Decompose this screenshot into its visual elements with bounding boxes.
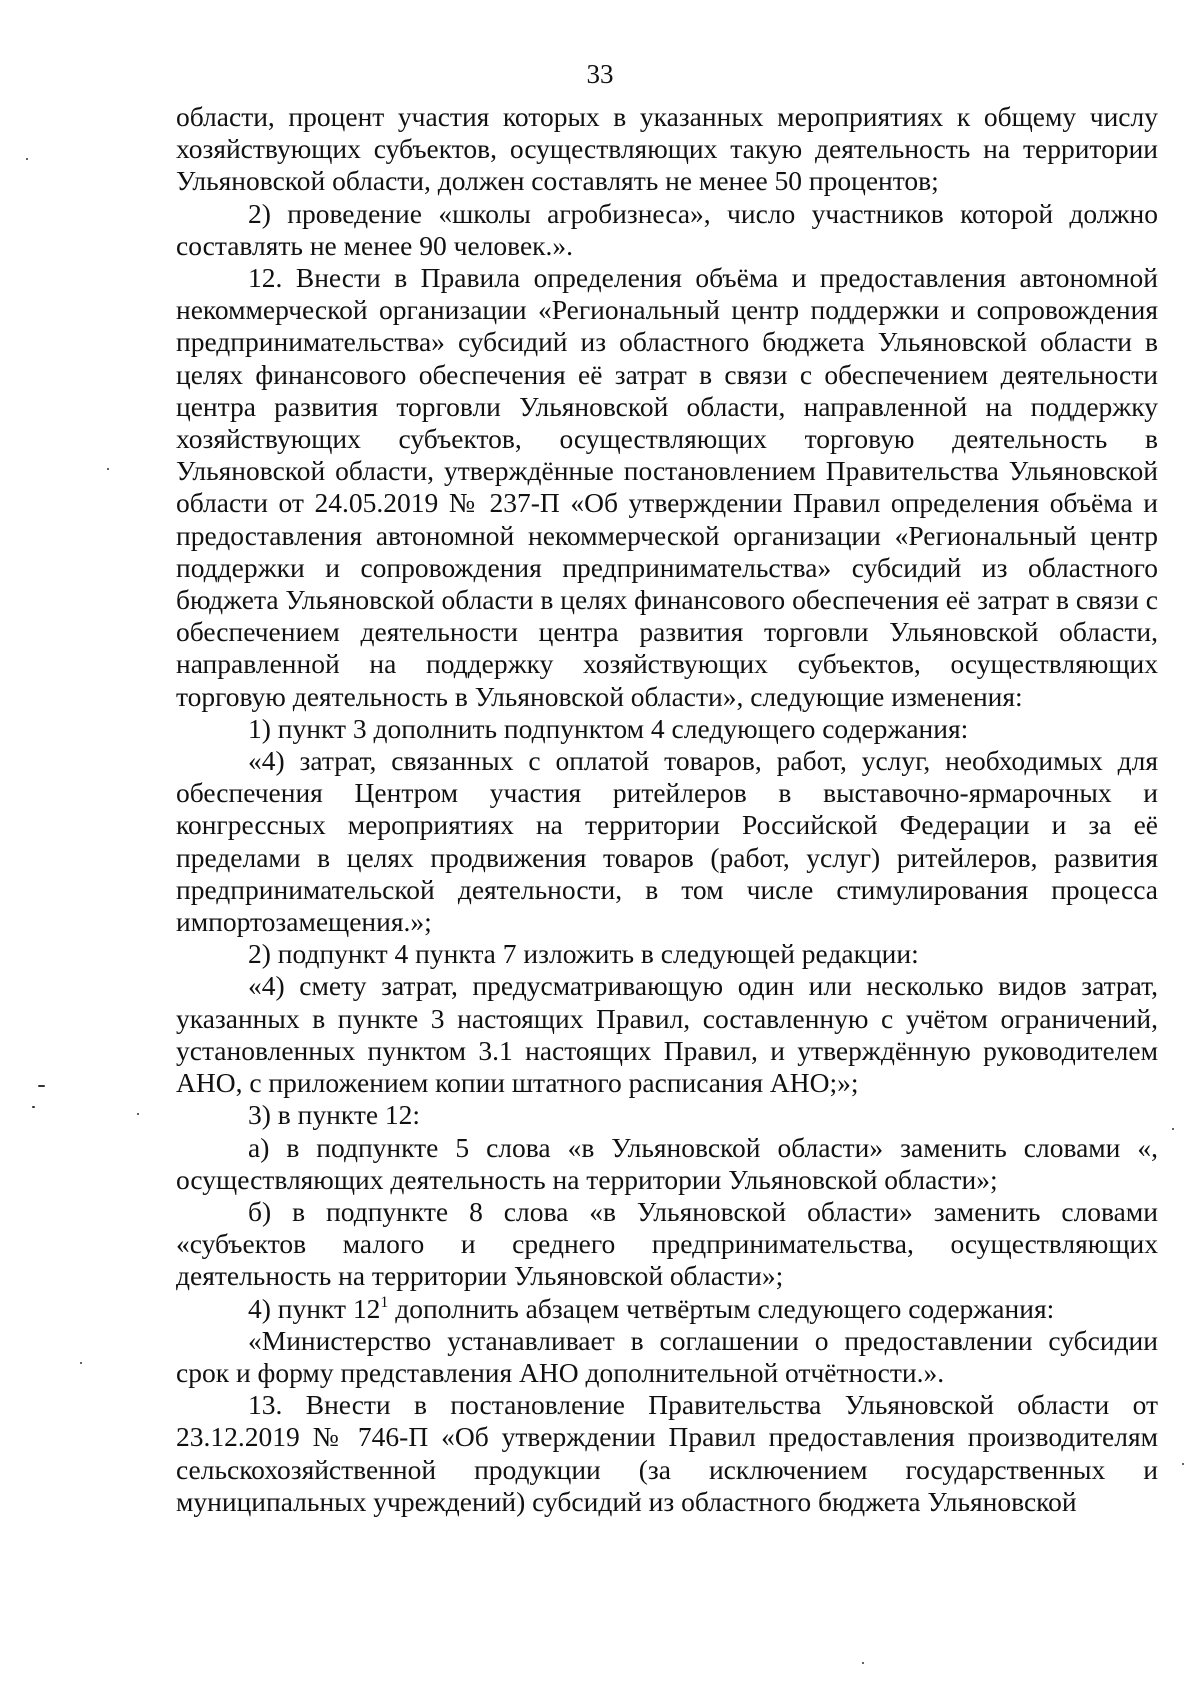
paragraph-quote-4-costs: «4) затрат, связанных с оплатой товаров, работ, услуг, необходимых для обеспечения Центром участия ритейлеров в выставочно-ярмарочных и конгрессных мероприятиях на территории Российской Федерации и за её пределами в целях продвижения товаров (работ, услуг) ритейлеров, развития предпринимательской деятельности, в том числе стимулирования процесса импортозамещения.»; xyxy=(176,745,1158,938)
document-body xyxy=(176,101,1158,1518)
paragraph-item-1: 1) пункт 3 дополнить подпунктом 4 следующего содержания: xyxy=(248,712,969,744)
scan-speck xyxy=(1182,1463,1184,1465)
paragraph-section-13: 13. Внести в постановление Правительства Ульяновской области от 23.12.2019 № 746-П «Об утверждении Правил предоставления производителям сельскохозяйственной продукции (за исключением государственных и муниципальных учреждений) субсидий из областного бюджета Ульяновской xyxy=(176,1389,1158,1517)
paragraph-item-3: 3) в пункте 12: xyxy=(248,1099,421,1131)
scan-speck xyxy=(1172,1128,1174,1130)
paragraph-item-3b: б) в подпункте 8 слова «в Ульяновской области» заменить словами «субъектов малого и среднего предпринимательства, осуществляющих деятельность на территории Ульяновской области»; xyxy=(176,1195,1158,1292)
page-number: 33 xyxy=(586,59,614,89)
paragraph-item-3a: а) в подпункте 5 слова «в Ульяновской области» заменить словами «, осуществляющих деятельность на территории Ульяновской области»; xyxy=(176,1131,1158,1195)
paragraph-quote-ministry: «Министерство устанавливает в соглашении о предоставлении субсидии срок и форму представления АНО дополнительной отчётности.». xyxy=(176,1324,1158,1388)
scan-speck xyxy=(32,1106,35,1108)
paragraph-quote-4-estimate: «4) смету затрат, предусматривающую один или несколько видов затрат, указанных в пункте 3 настоящих Правил, составленную с учётом ограничений, установленных пунктом 3.1 настоящих Правил, и утверждённую руководителем АНО, с приложением копии штатного расписания АНО;»; xyxy=(176,970,1158,1099)
paragraph-item-2-school: 2) проведение «школы агробизнеса», число участников которой должно составлять не менее 90 человек.». xyxy=(176,197,1158,261)
scan-speck xyxy=(137,1113,139,1115)
paragraph-item-2: 2) подпункт 4 пункта 7 изложить в следующей редакции: xyxy=(248,938,919,970)
scan-speck xyxy=(862,1662,864,1664)
paragraph-section-12: 12. Внести в Правила определения объёма и предоставления автономной некоммерческой организации «Региональный центр поддержки и сопровождения предпринимательства» субсидий из областного бюджета Ульяновской области в целях финансового обеспечения её затрат в связи с обеспечением деятельности центра развития торговли Ульяновской области, направленной на поддержку хозяйствующих субъектов, осуществляющих торговую деятельность в Ульяновской области, утверждённые постановлением Правительства Ульяновской области от 24.05.2019 № 237-П «Об утверждении Правил определения объёма и предоставления автономной некоммерческой организации «Региональный центр поддержки и сопровождения предпринимательства» субсидий из областного бюджета Ульяновской области в целях финансового обеспечения её затрат в связи с обеспечением деятельности центра развития торговли Ульяновской области, направленной на поддержку хозяйствующих субъектов, осуществляющих торговую деятельность в Ульяновской области», следующие изменения: xyxy=(176,262,1158,712)
paragraph-item-4 xyxy=(176,1293,1158,1325)
item-4-superscript: 1 xyxy=(380,1293,389,1311)
scan-speck xyxy=(26,158,28,160)
scan-speck xyxy=(38,1085,45,1087)
item-4-text-before: 4) пункт 12 xyxy=(248,1292,381,1324)
paragraph-continuation: области, процент участия которых в указанных мероприятиях к общему числу хозяйствующих субъектов, осуществляющих такую деятельность на территории Ульяновской области, должен составлять не менее 50 процентов; xyxy=(176,101,1158,197)
item-4-text-after: дополнить абзацем четвёртым следующего содержания: xyxy=(388,1292,1055,1324)
scan-speck xyxy=(107,468,109,470)
scan-speck xyxy=(80,1362,82,1364)
